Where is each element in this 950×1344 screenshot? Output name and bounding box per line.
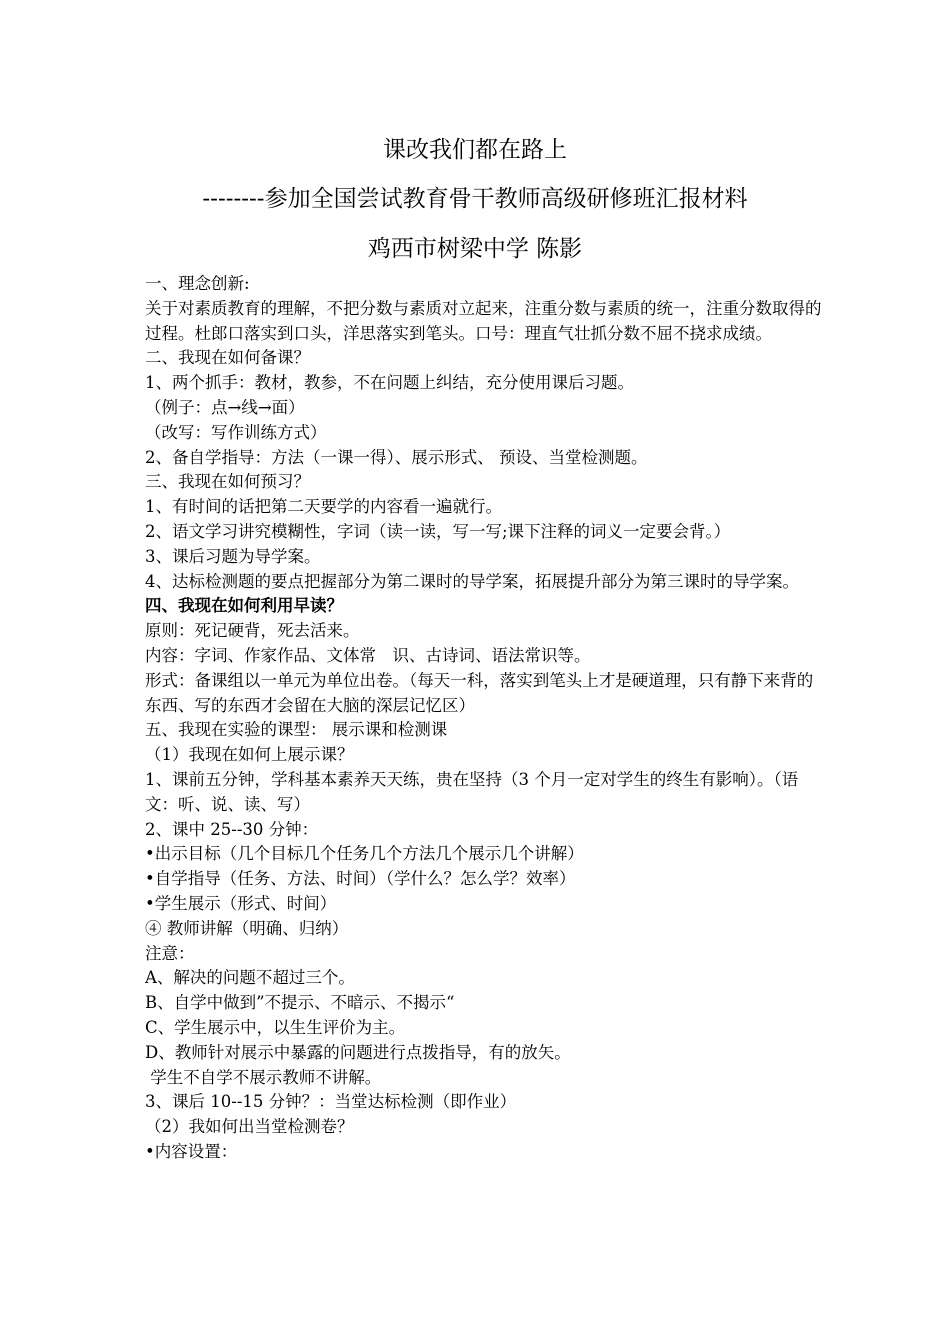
heading-4: 四、我现在如何利用早读？ bbox=[145, 596, 343, 616]
paragraph: D、教师针对展示中暴露的问题进行点拨指导，有的放矢。 bbox=[145, 1042, 571, 1062]
subheading: （2）我如何出当堂检测卷？ bbox=[145, 1117, 354, 1137]
list-item: •自学指导（任务、方法、时间）（学什么？怎么学？效率） bbox=[145, 869, 576, 889]
paragraph: 2、课中 25--30 分钟： bbox=[145, 819, 319, 839]
document-author: 鸡西市树梁中学 陈影 bbox=[367, 236, 583, 262]
list-item: ④ 教师讲解（明确、归纳） bbox=[145, 918, 349, 938]
paragraph: 2、语文学习讲究模糊性，字词（读一读，写一写;课下注释的词义一定要会背。） bbox=[145, 521, 731, 541]
paragraph: 注意： bbox=[145, 943, 195, 963]
heading-1: 一、理念创新: bbox=[145, 274, 250, 293]
paragraph: 学生不自学不展示教师不讲解。 bbox=[145, 1067, 382, 1087]
document-title: 课改我们都在路上 bbox=[383, 137, 567, 163]
paragraph: A、解决的问题不超过三个。 bbox=[145, 968, 355, 988]
list-item: •内容设置： bbox=[145, 1141, 238, 1161]
paragraph: 原则：死记硬背，死去活来。 bbox=[145, 621, 360, 641]
paragraph: 内容：字词、作家作品、文体常 识、古诗词、语法常识等。 bbox=[145, 645, 591, 665]
paragraph: 1、有时间的话把第二天要学的内容看一遍就行。 bbox=[145, 497, 502, 517]
paragraph: 2、备自学指导：方法（一课一得）、展示形式、 预设、当堂检测题。 bbox=[145, 447, 648, 467]
paragraph: 3、课后习题为导学案。 bbox=[145, 546, 321, 566]
paragraph: 4、达标检测题的要点把握部分为第二课时的导学案，拓展提升部分为第三课时的导学案。 bbox=[145, 571, 799, 591]
subheading: （1）我现在如何上展示课？ bbox=[145, 745, 354, 765]
heading-2: 二、我现在如何备课？ bbox=[145, 348, 310, 368]
list-item: •学生展示（形式、时间） bbox=[145, 893, 337, 913]
paragraph: （改写：写作训练方式） bbox=[145, 422, 327, 442]
paragraph: （例子：点→线→面） bbox=[145, 397, 305, 417]
paragraph: 1、课前五分钟，学科基本素养天天练，贵在坚持（3 个月一定对学生的终生有影响）。（语文：听、说、读、写） bbox=[145, 769, 799, 814]
heading-3: 三、我现在如何预习？ bbox=[145, 472, 310, 492]
document-subtitle: --------参加全国尝试教育骨干教师高级研修班汇报材料 bbox=[202, 186, 748, 212]
paragraph: B、自学中做到”不提示、不暗示、不揭示“ bbox=[145, 993, 455, 1013]
paragraph: 关于对素质教育的理解，不把分数与素质对立起来，注重分数与素质的统一，注重分数取得的过程。杜郎口落实到口头，洋思落实到笔头。口号：理直气壮抓分数不屈不挠求成绩。 bbox=[145, 298, 822, 343]
list-item: •出示目标（几个目标几个任务几个方法几个展示几个讲解） bbox=[145, 844, 584, 864]
heading-5: 五、我现在实验的课型： 展示课和检测课 bbox=[145, 720, 448, 740]
paragraph: C、学生展示中，以生生评价为主。 bbox=[145, 1017, 406, 1037]
paragraph: 1、两个抓手：教材，教参，不在问题上纠结，充分使用课后习题。 bbox=[145, 373, 634, 393]
paragraph: 3、课后 10--15 分钟？：当堂达标检测（即作业） bbox=[145, 1092, 517, 1112]
paragraph: 形式：备课组以一单元为单位出卷。（每天一科，落实到笔头上才是硬道理，只有静下来背的东西、写的东西才会留在大脑的深层记忆区） bbox=[145, 670, 814, 715]
document-body bbox=[145, 272, 825, 1165]
